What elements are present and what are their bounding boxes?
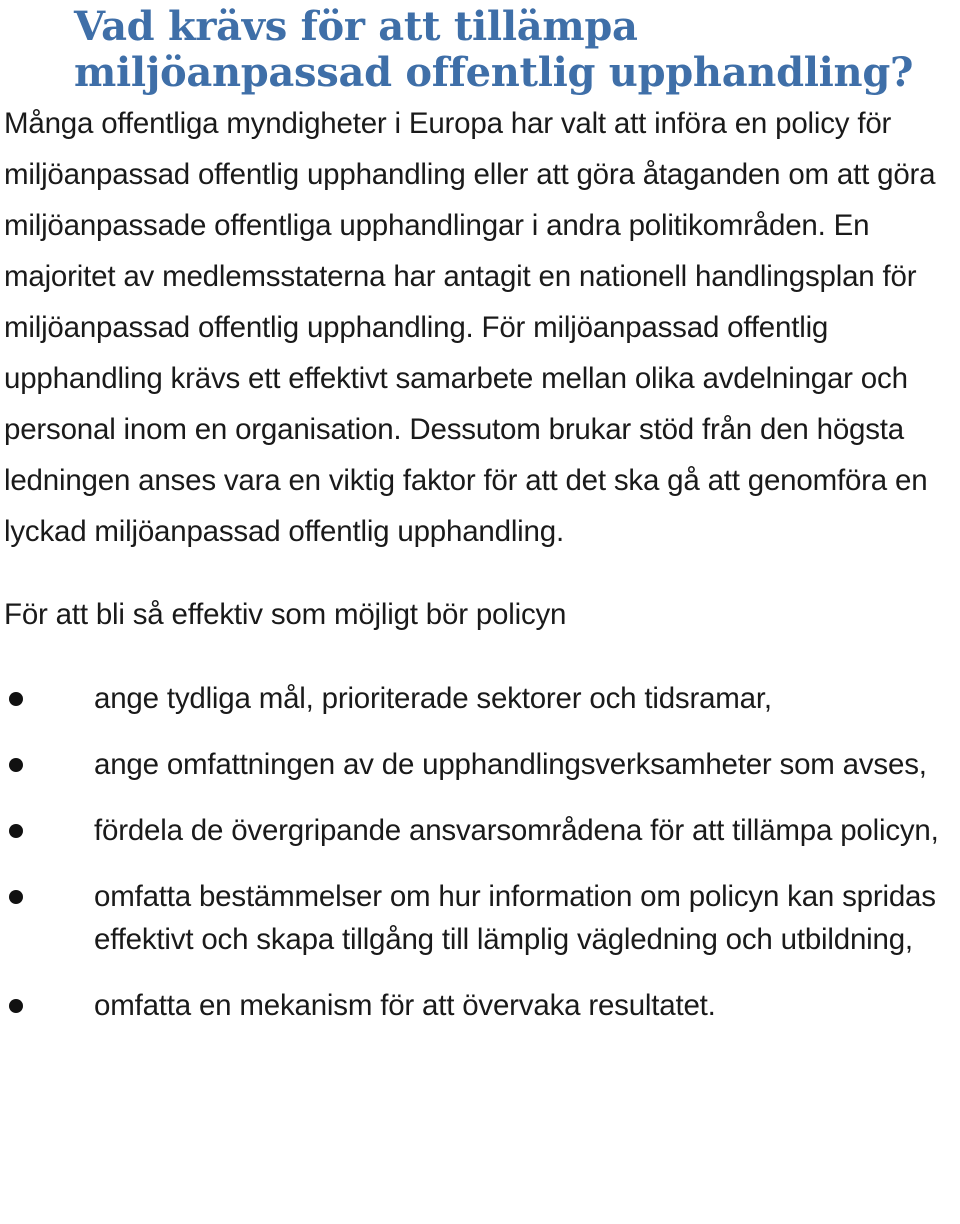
bullet-icon [9, 824, 23, 838]
page-title: Vad krävs för att tillämpa miljöanpassad offentlig upphandling? [74, 3, 914, 96]
list-item-text: ange tydliga mål, prioriterade sektorer och tidsramar, [94, 682, 772, 715]
policy-requirements-list [4, 677, 956, 1027]
list-item-text: ange omfattningen av de upphandlingsverksamheter som avses, [94, 748, 927, 781]
list-item [4, 875, 956, 961]
list-item-text: omfatta en mekanism för att övervaka resultatet. [94, 989, 716, 1022]
list-item [4, 743, 956, 786]
list-item [4, 677, 956, 720]
list-intro: För att bli så effektiv som möjligt bör policyn [4, 598, 567, 631]
bullet-icon [9, 999, 23, 1013]
bullet-icon [9, 758, 23, 772]
list-item-text: fördela de övergripande ansvarsområdena för att tillämpa policyn, [94, 814, 939, 847]
bullet-icon [9, 692, 23, 706]
list-item [4, 984, 956, 1027]
list-item [4, 809, 956, 852]
list-item-text: omfatta bestämmelser om hur information om policyn kan spridas effektivt och skapa tillgång till lämplig vägledning och utbildning, [94, 880, 936, 956]
bullet-icon [9, 890, 23, 904]
body-paragraph: Många offentliga myndigheter i Europa har valt att införa en policy för miljöanpassad offentlig upphandling eller att göra åtaganden om att göra miljöanpassade offentliga upphandlingar i andra politikområden. En majoritet av medlemsstaterna har antagit en nationell handlingsplan för miljöanpassad offentlig upphandling. För miljöanpassad offentlig upphandling krävs ett effektivt samarbete mellan olika avdelningar och personal inom en organisation. Dessutom brukar stöd från den högsta ledningen anses vara en viktig faktor för att det ska gå att genomföra en lyckad miljöanpassad offentlig upphandling. [4, 107, 936, 548]
